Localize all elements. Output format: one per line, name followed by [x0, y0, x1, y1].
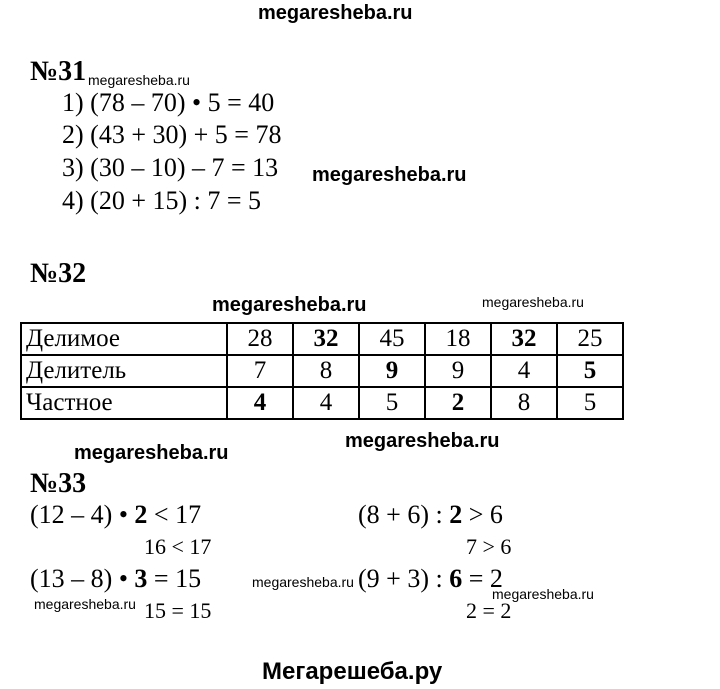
task-33-title: №33	[30, 468, 87, 499]
row-label: Делимое	[21, 323, 227, 355]
expr-answer: 3	[134, 564, 148, 593]
task-31-line-3: 3) (30 – 10) – 7 = 13	[62, 153, 279, 182]
table-cell: 25	[557, 323, 623, 355]
table-row	[21, 387, 623, 419]
task-31-line-4: 4) (20 + 15) : 7 = 5	[62, 186, 262, 215]
table-row	[21, 355, 623, 387]
table-cell: 9	[425, 355, 491, 387]
task-33-right-result-1: 7 > 6	[466, 534, 512, 559]
header-watermark: megaresheba.ru	[258, 2, 413, 24]
task-31-line-2: 2) (43 + 30) + 5 = 78	[62, 120, 282, 149]
watermark: megaresheba.ru	[492, 586, 594, 602]
expr-part: < 17	[147, 500, 202, 529]
expr-answer: 6	[449, 564, 463, 593]
watermark: megaresheba.ru	[482, 294, 584, 310]
expr-part: > 6	[462, 500, 503, 529]
table-cell: 5	[359, 387, 425, 419]
table-cell: 28	[227, 323, 293, 355]
watermark: megaresheba.ru	[34, 596, 136, 612]
table-cell: 9	[359, 355, 425, 387]
table-row	[21, 323, 623, 355]
row-label: Делитель	[21, 355, 227, 387]
expr-part: (13 – 8) •	[30, 564, 135, 593]
table-cell: 5	[557, 355, 623, 387]
footer-watermark: Мегарешеба.ру	[262, 658, 443, 685]
table-cell: 2	[425, 387, 491, 419]
expr-answer: 2	[134, 500, 148, 529]
task-33-right-expr-1	[358, 500, 503, 530]
task-33-left-result-2: 15 = 15	[144, 598, 212, 623]
task-32-title: №32	[30, 258, 87, 289]
task-33-right-expr-2	[358, 564, 503, 594]
task-33-left-expr-1	[30, 500, 201, 530]
watermark: megaresheba.ru	[252, 574, 354, 590]
expr-part: (12 – 4) •	[30, 500, 135, 529]
table-cell: 32	[293, 323, 359, 355]
table-cell: 8	[491, 387, 557, 419]
task-33-right-result-2: 2 = 2	[466, 598, 512, 623]
table-cell: 5	[557, 387, 623, 419]
table-cell: 32	[491, 323, 557, 355]
task-31-title: №31	[30, 56, 87, 87]
watermark: megaresheba.ru	[312, 164, 467, 186]
table-cell: 18	[425, 323, 491, 355]
table-cell: 4	[227, 387, 293, 419]
task-31-line-1: 1) (78 – 70) • 5 = 40	[62, 88, 275, 117]
expr-part: (8 + 6) :	[358, 500, 450, 529]
watermark: megaresheba.ru	[88, 72, 190, 88]
task-33-left-expr-2	[30, 564, 201, 594]
expr-part: (9 + 3) :	[358, 564, 450, 593]
table-cell: 4	[293, 387, 359, 419]
table-cell: 4	[491, 355, 557, 387]
expr-answer: 2	[449, 500, 463, 529]
watermark: megaresheba.ru	[74, 442, 229, 464]
expr-part: = 2	[462, 564, 503, 593]
division-table	[20, 322, 624, 420]
row-label: Частное	[21, 387, 227, 419]
task-33-left-result-1: 16 < 17	[144, 534, 212, 559]
expr-part: = 15	[147, 564, 202, 593]
table-cell: 8	[293, 355, 359, 387]
watermark: megaresheba.ru	[212, 294, 367, 316]
watermark: megaresheba.ru	[345, 430, 500, 452]
table-cell: 45	[359, 323, 425, 355]
table-cell: 7	[227, 355, 293, 387]
